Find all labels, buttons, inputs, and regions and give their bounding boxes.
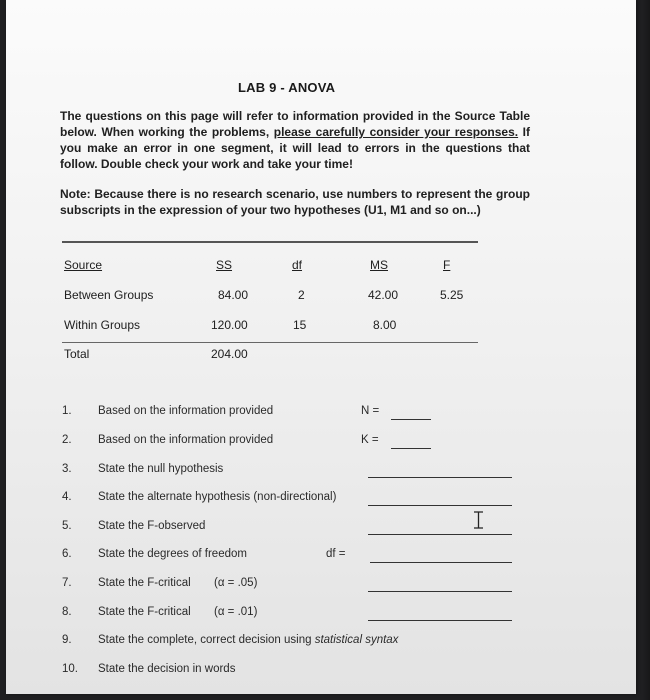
question-text: State the F-critical [98, 606, 191, 618]
answer-blank[interactable] [391, 419, 431, 420]
page-title: LAB 9 - ANOVA [238, 80, 336, 95]
question-number: 9. [62, 634, 72, 646]
question-text: State the degrees of freedom [98, 548, 247, 560]
answer-blank[interactable] [368, 534, 512, 535]
row-between-ss: 84.00 [218, 288, 249, 302]
row-total-source: Total [64, 347, 90, 361]
worksheet-page [6, 0, 636, 694]
table-top-rule [62, 241, 478, 243]
question-number: 2. [62, 434, 72, 446]
row-between-source: Between Groups [64, 288, 154, 302]
note-paragraph: Note: Because there is no research scenario, use numbers to represent the group subscripts in the expression of your two hypotheses (U1, M1 and so on...) [60, 187, 530, 217]
header-f: F [443, 258, 451, 272]
text-cursor-icon [473, 511, 484, 529]
row-within-df: 15 [293, 318, 307, 332]
answer-label: N = [361, 405, 380, 417]
answer-blank[interactable] [368, 477, 512, 478]
question-number: 5. [62, 520, 72, 532]
row-total-ss: 204.00 [211, 347, 248, 361]
intro-paragraph: The questions on this page will refer to information provided in the Source Table below. When working the problems, please carefully consider your responses. If you make an error in one segment, it will lead to errors in the questions that follow. Double check your work and take your time! [60, 109, 531, 171]
question-text: State the F-observed [98, 520, 206, 532]
question-text: State the complete, correct decision using statistical syntax [98, 634, 399, 646]
answer-blank[interactable] [368, 505, 512, 506]
question-param: (α = .05) [214, 577, 258, 589]
question-number: 4. [62, 491, 72, 503]
answer-blank[interactable] [391, 448, 431, 449]
question-number: 8. [62, 606, 72, 618]
question-number: 7. [62, 577, 72, 589]
intro-emphasis: please carefully consider your responses. [273, 125, 519, 139]
table-total-rule [62, 342, 478, 343]
row-between-ms: 42.00 [368, 288, 399, 302]
question-text: Based on the information provided [98, 405, 274, 417]
answer-blank[interactable] [370, 562, 512, 563]
question-number: 10. [62, 663, 78, 675]
answer-blank[interactable] [368, 591, 512, 592]
row-within-ms: 8.00 [373, 318, 397, 332]
page-edge-shadow [642, 0, 650, 700]
question-number: 6. [62, 548, 72, 560]
row-within-source: Within Groups [64, 318, 141, 332]
row-within-ss: 120.00 [211, 318, 248, 332]
answer-label: df = [326, 548, 346, 560]
header-df: df [292, 258, 303, 272]
row-between-df: 2 [298, 288, 305, 302]
question-number: 1. [62, 405, 72, 417]
answer-blank[interactable] [368, 620, 512, 621]
header-ms: MS [370, 258, 388, 272]
header-source: Source [64, 258, 103, 272]
question-text: State the F-critical [98, 577, 191, 589]
header-ss: SS [216, 258, 233, 272]
row-between-f: 5.25 [440, 288, 464, 302]
question-text: Based on the information provided [98, 434, 274, 446]
question-text: State the alternate hypothesis (non-directional) [98, 491, 337, 503]
answer-label: K = [361, 434, 379, 446]
question-text: State the decision in words [98, 663, 236, 675]
question-number: 3. [62, 463, 72, 475]
question-param: (α = .01) [214, 606, 258, 618]
question-text: State the null hypothesis [98, 463, 224, 475]
